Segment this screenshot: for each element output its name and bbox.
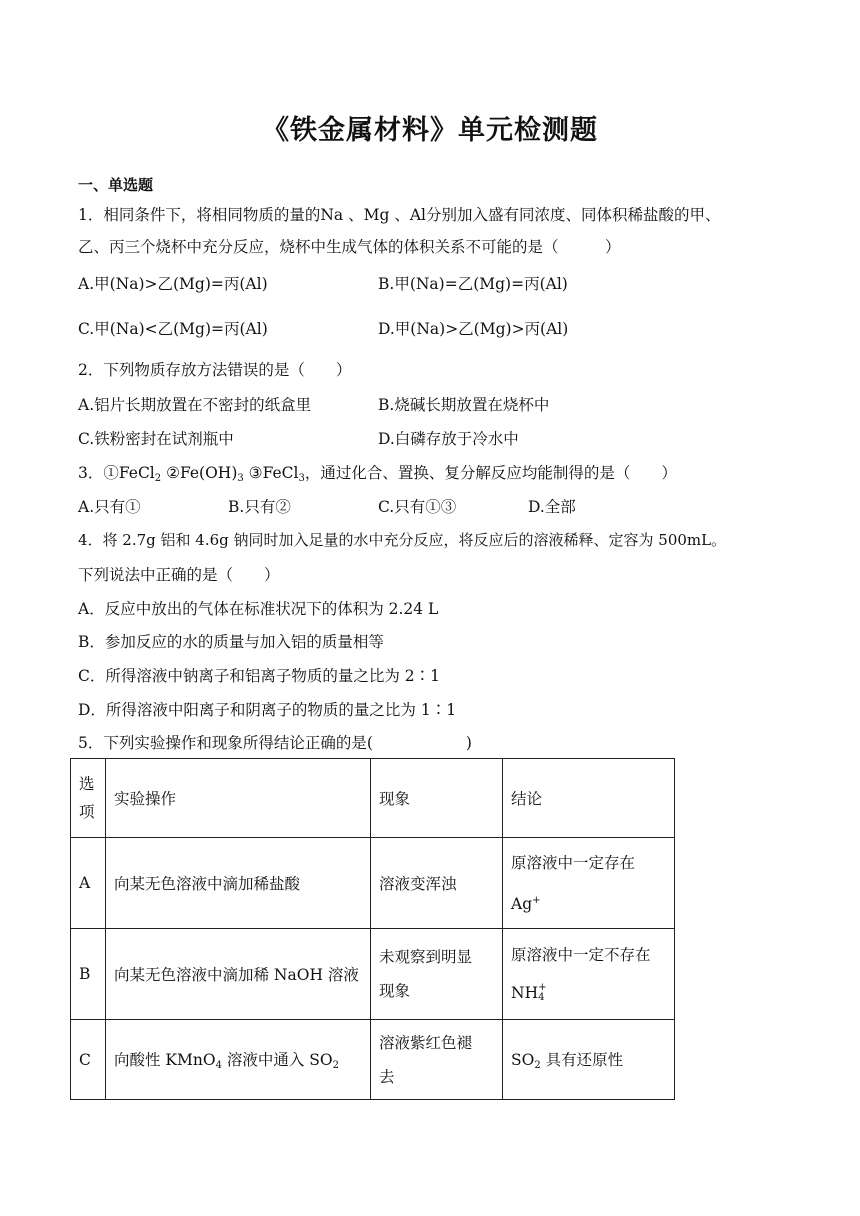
row-a-conclusion-formula — [511, 882, 666, 923]
header-option-part: 选 — [79, 775, 95, 793]
q2-option-b: B.烧碱长期放置在烧杯中 — [378, 396, 550, 414]
q1-option-c: C.甲(Na)<乙(Mg)=丙(Al) — [78, 320, 268, 338]
q4-stem-line2: 下列说法中正确的是（ ） — [78, 566, 280, 584]
ion-symbol: NH — [511, 984, 539, 1002]
ion-subscript: 4 — [538, 992, 545, 1003]
ion-charge: + — [532, 894, 541, 906]
formula-subscript: 2 — [332, 1060, 340, 1071]
q3-stem-part: 3．①FeCl — [78, 464, 155, 482]
row-c-conclusion-part: 具有还原性 — [540, 1051, 624, 1069]
row-c-phenomenon-part: 去 — [379, 1067, 395, 1086]
q3-stem — [78, 461, 677, 484]
row-c-operation-part: 向酸性 KMnO — [114, 1051, 216, 1069]
q1-option-b: B.甲(Na)=乙(Mg)=丙(Al) — [378, 275, 568, 293]
table-row — [71, 929, 675, 1020]
q3-option-b: B.只有② — [228, 498, 291, 516]
q4-option-c: C．所得溶液中钠离子和铝离子物质的量之比为 2∶1 — [78, 667, 441, 685]
header-conclusion: 结论 — [503, 759, 675, 838]
ion-symbol: Ag — [511, 894, 533, 913]
table-row — [71, 838, 675, 929]
q5-stem: 5．下列实验操作和现象所得结论正确的是( ) — [78, 734, 472, 752]
q5-table — [70, 758, 675, 1100]
q1-option-d: D.甲(Na)>乙(Mg)>丙(Al) — [378, 320, 569, 338]
q3-subscript: 3 — [237, 473, 244, 484]
row-c-conclusion — [503, 1020, 675, 1100]
table-header-row — [71, 759, 675, 838]
q4-stem-line1: 4．将 2.7g 铝和 4.6g 钠同时加入足量的水中充分反应，将反应后的溶液稀释、定容为 500mL。 — [78, 531, 727, 549]
row-a-conclusion-part: 原溶液中一定存在 — [511, 853, 636, 872]
table-row — [71, 1020, 675, 1100]
q4-option-b: B．参加反应的水的质量与加入铝的质量相等 — [78, 633, 384, 651]
q3-stem-part: ③FeCl — [243, 464, 299, 482]
row-a-operation: 向某无色溶液中滴加稀盐酸 — [106, 838, 371, 929]
page-title: 《铁金属材料》单元检测题 — [262, 115, 598, 146]
row-a-phenomenon: 溶液变浑浊 — [371, 838, 503, 929]
row-a-conclusion — [503, 838, 675, 929]
row-c-phenomenon-part: 溶液紫红色褪 — [379, 1033, 473, 1052]
row-c-option: C — [71, 1020, 106, 1100]
formula-symbol: SO — [511, 1051, 535, 1069]
row-b-operation: 向某无色溶液中滴加稀 NaOH 溶液 — [106, 929, 371, 1020]
q4-option-a: A．反应中放出的气体在标准状况下的体积为 2.24 L — [78, 600, 439, 618]
row-a-option: A — [71, 838, 106, 929]
row-c-operation — [106, 1020, 371, 1100]
row-b-phenomenon — [371, 929, 503, 1020]
q3-subscript: 3 — [298, 473, 305, 484]
ion-charge: + — [538, 982, 547, 993]
q2-stem: 2．下列物质存放方法错误的是（ ） — [78, 361, 352, 379]
header-option — [71, 759, 106, 838]
q3-stem-part: ，通过化合、置换、复分解反应均能制得的是（ ） — [304, 464, 677, 482]
q1-stem-line1: 1．相同条件下，将相同物质的量的Na 、Mg 、Al分别加入盛有同浓度、同体积稀盐酸的甲、 — [78, 206, 721, 224]
q3-subscript: 2 — [154, 473, 162, 484]
row-b-phenomenon-part: 未观察到明显 — [379, 948, 473, 966]
row-b-option: B — [71, 929, 106, 1020]
q3-option-d: D.全部 — [528, 498, 576, 516]
q1-option-a: A.甲(Na)>乙(Mg)=丙(Al) — [78, 275, 268, 293]
q1-stem-line2: 乙、丙三个烧杯中充分反应，烧杯中生成气体的体积关系不可能的是（ ） — [78, 238, 621, 256]
formula-subscript: 4 — [215, 1060, 222, 1071]
row-b-conclusion-part: 原溶液中一定不存在 — [511, 946, 651, 964]
q3-stem-part: ②Fe(OH) — [161, 464, 238, 482]
q4-option-d: D．所得溶液中阳离子和阴离子的物质的量之比为 1∶1 — [78, 701, 457, 719]
q2-option-a: A.铝片长期放置在不密封的纸盒里 — [78, 396, 312, 414]
q2-option-d: D.白磷存放于冷水中 — [378, 430, 519, 448]
row-c-phenomenon — [371, 1020, 503, 1100]
header-phenomenon: 现象 — [371, 759, 503, 838]
row-b-conclusion-formula — [511, 974, 666, 1012]
q3-option-a: A.只有① — [78, 498, 141, 516]
header-operation: 实验操作 — [106, 759, 371, 838]
formula-subscript: 2 — [534, 1060, 541, 1071]
q3-option-c: C.只有①③ — [378, 498, 457, 516]
row-c-operation-part: 溶液中通入 SO — [221, 1051, 333, 1069]
header-option-part: 项 — [79, 803, 95, 821]
q2-option-c: C.铁粉密封在试剂瓶中 — [78, 430, 234, 448]
row-b-conclusion — [503, 929, 675, 1020]
section-heading: 一、单选题 — [78, 176, 154, 194]
row-b-phenomenon-part: 现象 — [379, 982, 411, 1000]
